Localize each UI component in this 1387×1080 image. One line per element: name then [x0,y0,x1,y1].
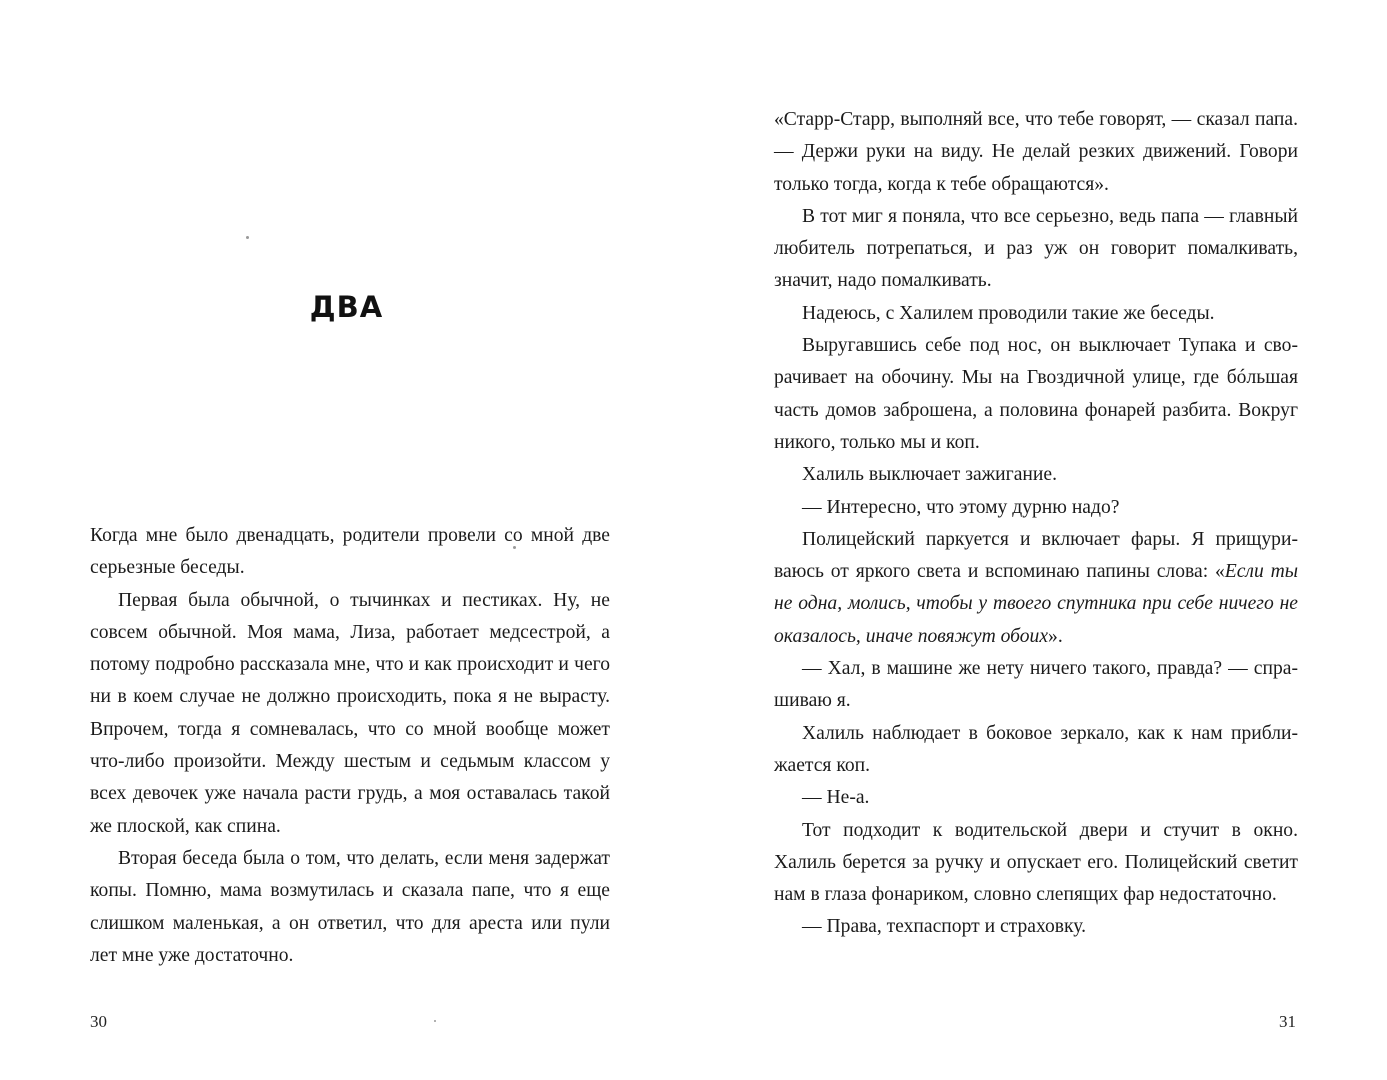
quote-tail: ». [1048,625,1063,647]
paragraph: Тот подходит к водительской двери и стучит в окно. Халиль берется за ручку и опускает его. Полицейский светит нам в глаза фонариком, словно слепящих фар недостаточно. [774,819,1298,906]
page-number-left: 30 [90,1012,107,1031]
paragraph: Вторая беседа была о том, что делать, если меня задержат копы. Помню, мама возмутилась и сказала папе, что я еще слишком маленькая, а он ответил, что для ареста или пули лет мне уже достаточно. [90,847,610,966]
paragraph: Выругавшись себе под нос, он выключает Тупака и сворачивает на обочину. Мы на Гвоздичной улице, где бóльшая часть домов заброшена, а половина фонарей разбита. Вокруг никого, только мы и коп. [774,335,1298,453]
right-body-text [774,104,1298,944]
quote-lead: Полицейский паркуется и включает фары. Я прищуриваюсь от яркого света и вспоминаю папины слова: « [774,528,1298,583]
paper-speck [513,546,516,549]
paragraph: — Хал, в машине же нету ничего такого, правда? — спрашиваю я. [774,658,1298,712]
paragraph: Надеюсь, с Халилем проводили такие же беседы. [802,302,1215,324]
chapter-title: ДВА [309,290,384,324]
paragraph: — Интересно, что этому дурню надо? [802,496,1120,518]
italic-quote: Если ты не одна, молись, чтобы у твоего спутника при себе ничего не оказалось, иначе повяжут обоих [774,561,1299,647]
paragraph: Халиль выключает зажигание. [802,464,1057,486]
paper-speck [246,236,249,239]
left-page [0,0,693,1080]
paragraph: В тот миг я поняла, что все серьезно, ведь папа — главный любитель потрепаться, и раз уж он говорит помалкивать, значит, надо помалкивать. [774,205,1298,292]
paragraph-with-quote [774,524,1298,653]
left-body-text [90,520,610,972]
paragraph: — Права, техпаспорт и страховку. [802,916,1087,938]
paragraph: — Не-а. [802,787,870,809]
paper-speck [434,1020,436,1022]
paragraph: «Старр-Старр, выполняй все, что тебе говорят, — сказал папа. — Держи руки на виду. Не делай резких движений. Говори только тогда, когда к тебе обращаются». [774,109,1298,195]
paragraph: Первая была обычной, о тычинках и пестиках. Ну, не совсем обычной. Моя мама, Лиза, работает медсестрой, а потому подробно рассказала мне, что и как происходит и чего ни в коем случае не должно происходить, пока я не вырасту. Впрочем, тогда я сомневалась, что со мной вообще может что-либо произойти. Между шестым и седьмым классом у всех девочек уже начала расти грудь, а моя оставалась такой же плоской, как спина. [90,589,610,837]
page-number-right: 31 [1279,1012,1296,1031]
paragraph: Халиль наблюдает в боковое зеркало, как к нам приближается коп. [774,722,1298,776]
paragraph: Когда мне было двенадцать, родители провели со мной две серьезные беседы. [90,525,610,579]
